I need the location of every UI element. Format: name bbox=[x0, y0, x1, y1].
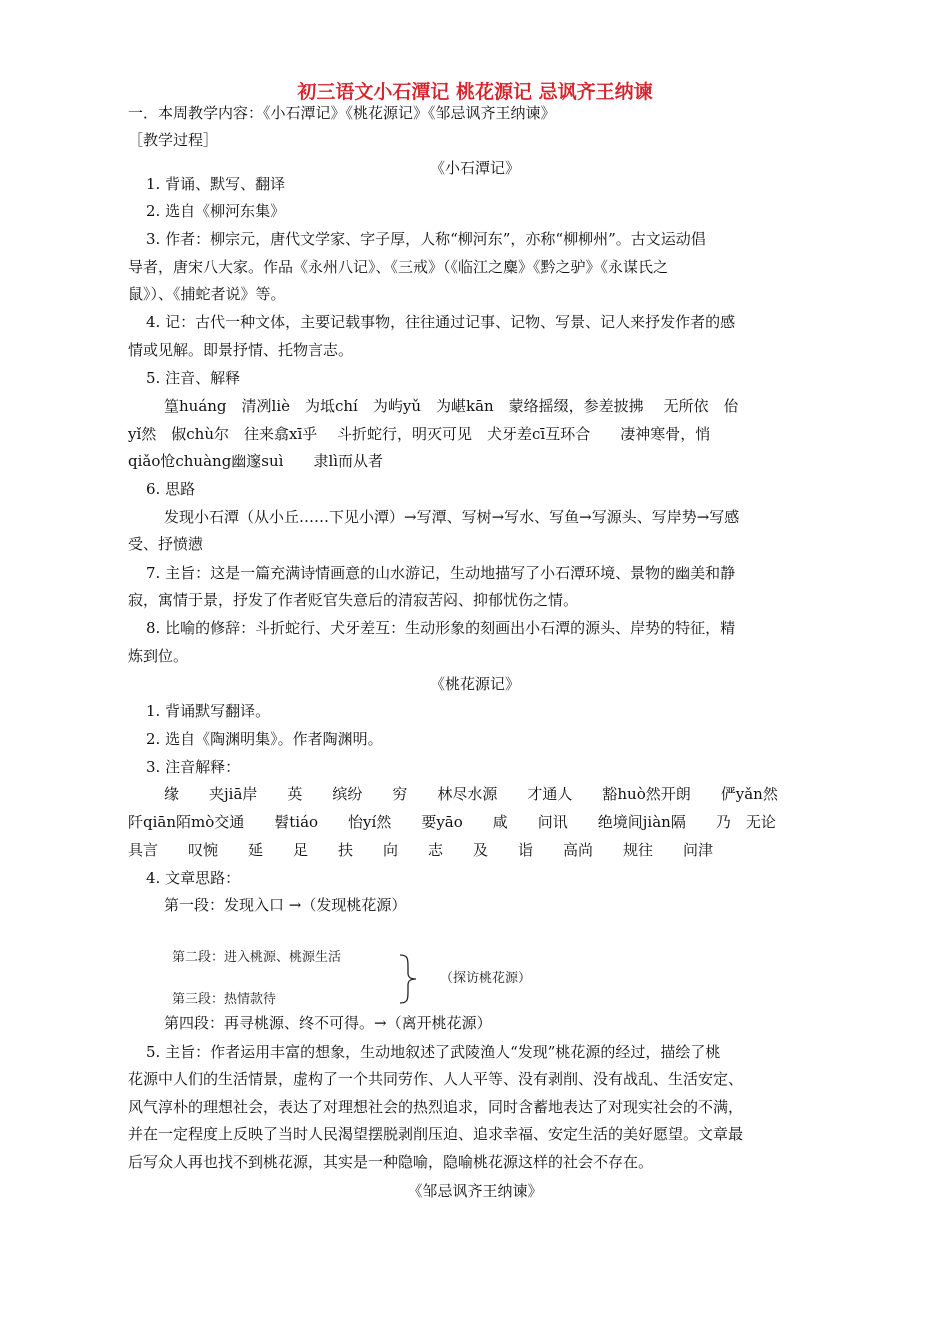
list-item: 7. 主旨：这是一篇充满诗情画意的山水游记，生动地描写了小石潭环境、景物的幽美和静 bbox=[146, 564, 736, 582]
list-item: 1. 背诵、默写、翻译 bbox=[146, 175, 286, 193]
vocab-line: qiǎo怆chuàng幽邃suì 隶lì而从者 bbox=[128, 452, 384, 470]
process-label: ［教学过程］ bbox=[128, 131, 219, 149]
list-item: 5. 注音、解释 bbox=[146, 369, 241, 387]
list-item-continuation: 风气淳朴的理想社会，表达了对理想社会的热烈追求，同时含蓄地表达了对现实社会的不满， bbox=[128, 1098, 744, 1116]
list-item: 2. 选自《陶渊明集》。作者陶渊明。 bbox=[146, 730, 383, 748]
outline-paragraph-2: 第二段：进入桃源、桃源生活 bbox=[172, 950, 342, 965]
vocab-line: 阡qiān陌mò交通 髫tiáo 怡yí然 要yāo 咸 问讯 绝境间jiàn隔 乃 无论 bbox=[128, 813, 776, 831]
list-item-continuation: 花源中人们的生活情景，虚构了一个共同劳作、人人平等、没有剥削、没有战乱、生活安定、 bbox=[128, 1070, 744, 1088]
list-item-continuation: 鼠》）、《捕蛇者说》等。 bbox=[128, 285, 286, 303]
list-item: 1. 背诵默写翻译。 bbox=[146, 702, 271, 720]
vocab-line: 篁huáng 清冽liè 为坻chí 为屿yǔ 为嵁kān 蒙络摇缀，参差披拂 无所依 佁 bbox=[164, 397, 739, 415]
outline-line: 发现小石潭（从小丘……下见小潭）→写潭、写树→写水、写鱼→写源头、写岸势→写感 bbox=[164, 508, 740, 526]
list-item: 2. 选自《柳河东集》 bbox=[146, 202, 286, 220]
section-heading-zouji: 《邹忌讽齐王纳谏》 bbox=[407, 1182, 543, 1200]
list-item: 4. 记：古代一种文体，主要记载事物，往往通过记事、记物、写景、记人来抒发作者的感 bbox=[146, 313, 736, 331]
section-heading-taohuayuan: 《桃花源记》 bbox=[429, 675, 520, 693]
list-item: 3. 注音解释： bbox=[146, 758, 241, 776]
section-heading-xiaoshitan: 《小石潭记》 bbox=[429, 159, 520, 177]
list-item-continuation: 并在一定程度上反映了当时人民渴望摆脱剥削压迫、追求幸福、安定生活的美好愿望。文章最 bbox=[128, 1125, 744, 1143]
brace-label: （探访桃花源） bbox=[440, 971, 532, 986]
list-item: 5. 主旨：作者运用丰富的想象，生动地叙述了武陵渔人“发现”桃花源的经过，描绘了桃 bbox=[146, 1043, 721, 1061]
vocab-line: yǐ然 俶chù尔 往来翕xī乎 斗折蛇行，明灭可见 犬牙差cī互环合 凄神寒骨，悄 bbox=[128, 425, 711, 443]
vocab-line: 具言 叹惋 延 足 扶 向 志 及 诣 高尚 规往 问津 bbox=[128, 841, 714, 859]
list-item-continuation: 导者，唐宋八大家。作品《永州八记》、《三戒》（《临江之麋》《黔之驴》《永谋氏之 bbox=[128, 258, 669, 276]
intro-line: 一．本周教学内容：《小石潭记》《桃花源记》《邹忌讽齐王纳谏》 bbox=[128, 104, 556, 122]
list-item-continuation: 寂，寓情于景，抒发了作者贬官失意后的清寂苦闷、抑郁忧伤之情。 bbox=[128, 591, 579, 609]
list-item: 3. 作者：柳宗元，唐代文学家、字子厚，人称“柳河东”，亦称“柳柳州”。古文运动倡 bbox=[146, 230, 706, 248]
outline-line: 受、抒愤懑 bbox=[128, 535, 204, 553]
list-item: 4. 文章思路： bbox=[146, 869, 241, 887]
list-item-continuation: 情或见解。即景抒情、托物言志。 bbox=[128, 341, 354, 359]
outline-paragraph-4: 第四段：再寻桃源、终不可得。→（离开桃花源） bbox=[164, 1014, 492, 1032]
curly-brace-icon bbox=[396, 953, 420, 1005]
list-item: 6. 思路 bbox=[146, 480, 196, 498]
list-item-continuation: 炼到位。 bbox=[128, 647, 189, 665]
list-item-continuation: 后写众人再也找不到桃花源，其实是一种隐喻，隐喻桃花源这样的社会不存在。 bbox=[128, 1153, 654, 1171]
document-title: 初三语文小石潭记 桃花源记 忌讽齐王纳谏 bbox=[297, 81, 653, 103]
outline-paragraph-3: 第三段：热情款待 bbox=[172, 992, 277, 1007]
outline-paragraph-1: 第一段：发现入口 →（发现桃花源） bbox=[164, 896, 407, 914]
vocab-line: 缘 夹jiā岸 英 缤纷 穷 林尽水源 才通人 豁huò然开朗 俨yǎn然 bbox=[164, 785, 778, 803]
list-item: 8. 比喻的修辞：斗折蛇行、犬牙差互：生动形象的刻画出小石潭的源头、岸势的特征，精 bbox=[146, 619, 736, 637]
